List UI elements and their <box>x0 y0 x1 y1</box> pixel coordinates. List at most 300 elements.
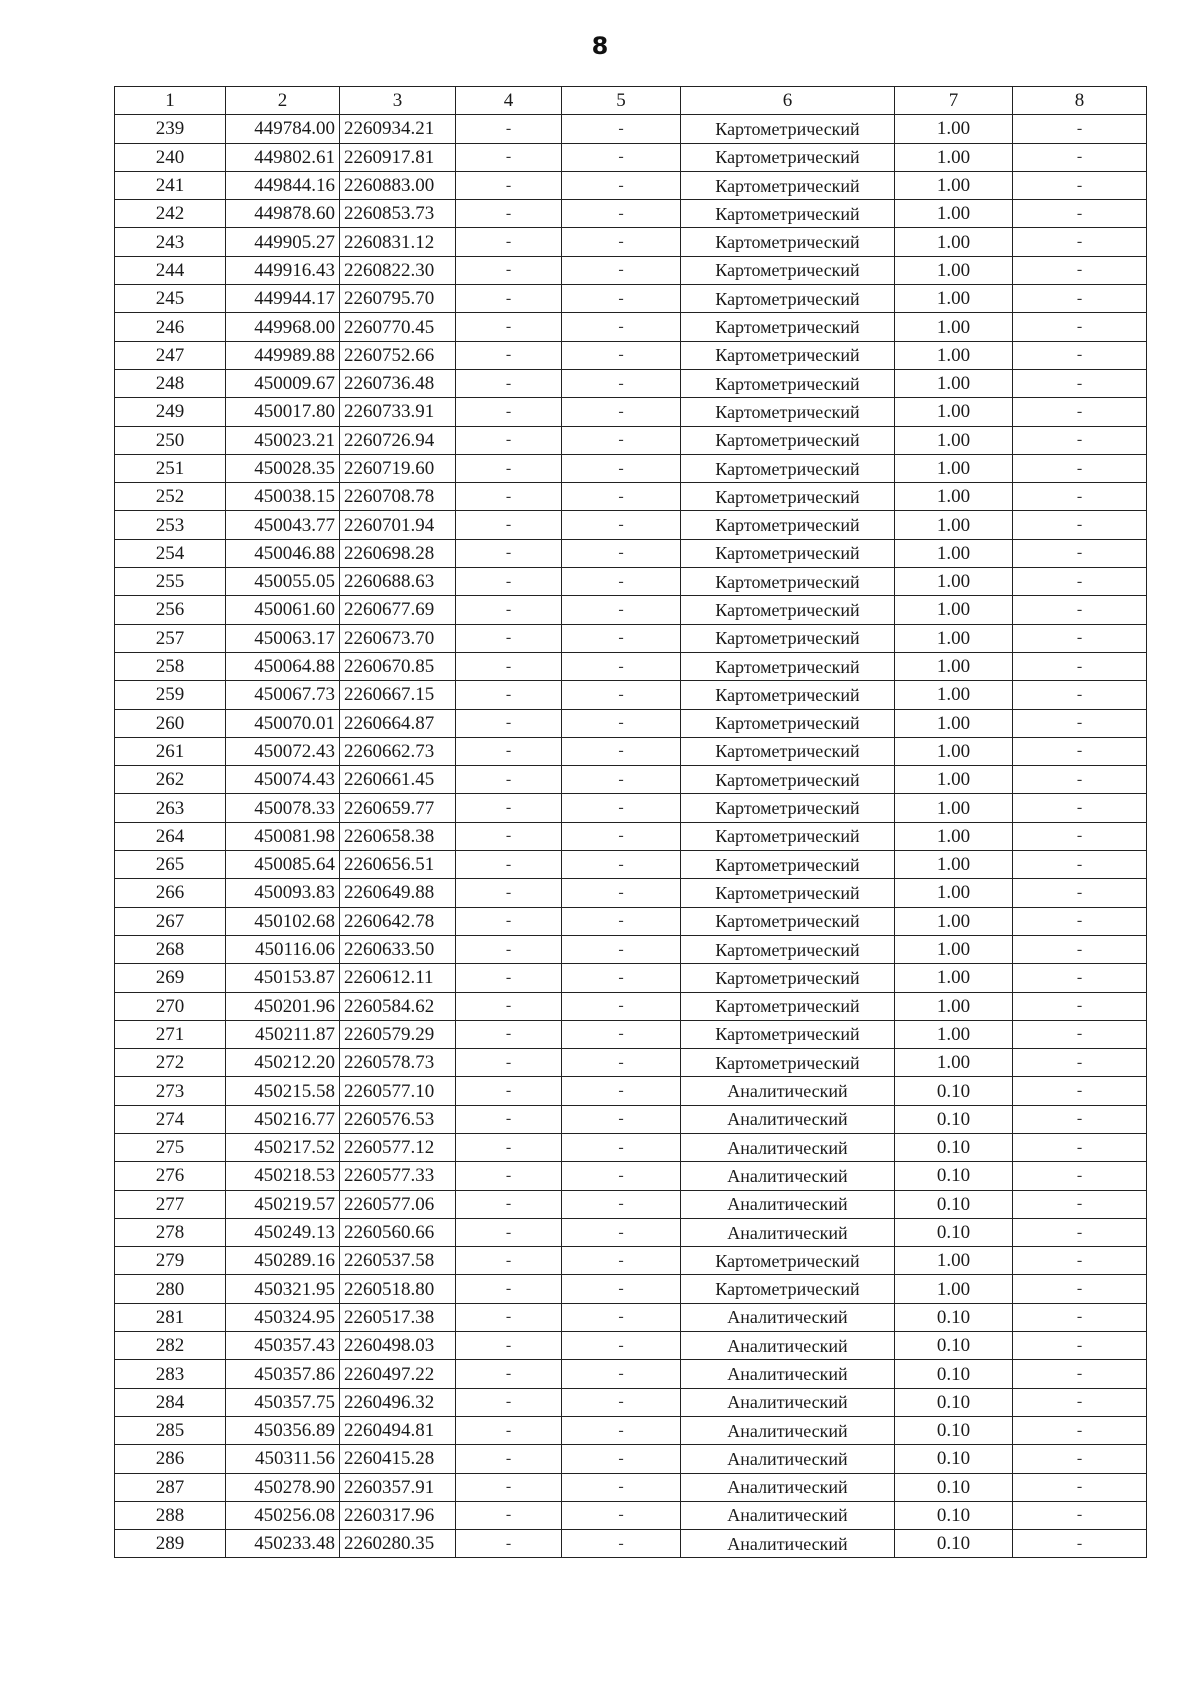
x-coordinate-cell: 450217.52 <box>226 1133 340 1161</box>
column-8-cell: - <box>1013 228 1147 256</box>
column-5-cell: - <box>562 369 681 397</box>
column-header: 2 <box>226 87 340 115</box>
x-coordinate-cell: 450028.35 <box>226 454 340 482</box>
accuracy-cell: 1.00 <box>895 568 1013 596</box>
column-4-cell: - <box>456 935 562 963</box>
column-5-cell: - <box>562 709 681 737</box>
x-coordinate-cell: 449905.27 <box>226 228 340 256</box>
column-8-cell: - <box>1013 426 1147 454</box>
accuracy-cell: 1.00 <box>895 115 1013 143</box>
table-row <box>115 1020 1147 1048</box>
column-8-cell: - <box>1013 313 1147 341</box>
table-row <box>115 596 1147 624</box>
table-row <box>115 794 1147 822</box>
point-number-cell: 252 <box>115 483 226 511</box>
point-number-cell: 262 <box>115 766 226 794</box>
column-5-cell: - <box>562 1218 681 1246</box>
column-4-cell: - <box>456 454 562 482</box>
y-coordinate-cell: 2260577.12 <box>340 1133 456 1161</box>
x-coordinate-cell: 450116.06 <box>226 935 340 963</box>
method-cell: Картометрический <box>681 1275 895 1303</box>
column-4-cell: - <box>456 652 562 680</box>
column-8-cell: - <box>1013 568 1147 596</box>
column-5-cell: - <box>562 511 681 539</box>
point-number-cell: 257 <box>115 624 226 652</box>
x-coordinate-cell: 449944.17 <box>226 285 340 313</box>
accuracy-cell: 0.10 <box>895 1416 1013 1444</box>
y-coordinate-cell: 2260726.94 <box>340 426 456 454</box>
column-8-cell: - <box>1013 1303 1147 1331</box>
column-4-cell: - <box>456 1388 562 1416</box>
column-8-cell: - <box>1013 1530 1147 1558</box>
method-cell: Картометрический <box>681 766 895 794</box>
method-cell: Картометрический <box>681 992 895 1020</box>
accuracy-cell: 1.00 <box>895 454 1013 482</box>
column-4-cell: - <box>456 1332 562 1360</box>
column-5-cell: - <box>562 1332 681 1360</box>
accuracy-cell: 0.10 <box>895 1501 1013 1529</box>
point-number-cell: 258 <box>115 652 226 680</box>
y-coordinate-cell: 2260357.91 <box>340 1473 456 1501</box>
point-number-cell: 287 <box>115 1473 226 1501</box>
column-8-cell: - <box>1013 511 1147 539</box>
table-row <box>115 1077 1147 1105</box>
column-4-cell: - <box>456 964 562 992</box>
column-5-cell: - <box>562 115 681 143</box>
accuracy-cell: 1.00 <box>895 341 1013 369</box>
column-5-cell: - <box>562 964 681 992</box>
column-5-cell: - <box>562 228 681 256</box>
column-4-cell: - <box>456 511 562 539</box>
column-4-cell: - <box>456 369 562 397</box>
point-number-cell: 279 <box>115 1247 226 1275</box>
method-cell: Картометрический <box>681 935 895 963</box>
column-8-cell: - <box>1013 1049 1147 1077</box>
column-4-cell: - <box>456 1275 562 1303</box>
column-4-cell: - <box>456 1530 562 1558</box>
method-cell: Картометрический <box>681 1247 895 1275</box>
x-coordinate-cell: 450218.53 <box>226 1162 340 1190</box>
column-8-cell: - <box>1013 398 1147 426</box>
table-row <box>115 341 1147 369</box>
table-row <box>115 737 1147 765</box>
column-4-cell: - <box>456 143 562 171</box>
column-4-cell: - <box>456 426 562 454</box>
accuracy-cell: 1.00 <box>895 766 1013 794</box>
column-5-cell: - <box>562 539 681 567</box>
x-coordinate-cell: 449784.00 <box>226 115 340 143</box>
accuracy-cell: 0.10 <box>895 1473 1013 1501</box>
method-cell: Аналитический <box>681 1133 895 1161</box>
table-row <box>115 1218 1147 1246</box>
point-number-cell: 282 <box>115 1332 226 1360</box>
point-number-cell: 277 <box>115 1190 226 1218</box>
x-coordinate-cell: 449989.88 <box>226 341 340 369</box>
column-8-cell: - <box>1013 935 1147 963</box>
column-8-cell: - <box>1013 1388 1147 1416</box>
x-coordinate-cell: 450063.17 <box>226 624 340 652</box>
x-coordinate-cell: 450074.43 <box>226 766 340 794</box>
column-5-cell: - <box>562 483 681 511</box>
x-coordinate-cell: 450233.48 <box>226 1530 340 1558</box>
point-number-cell: 253 <box>115 511 226 539</box>
column-5-cell: - <box>562 1501 681 1529</box>
column-4-cell: - <box>456 313 562 341</box>
table-row <box>115 143 1147 171</box>
column-8-cell: - <box>1013 737 1147 765</box>
y-coordinate-cell: 2260578.73 <box>340 1049 456 1077</box>
column-5-cell: - <box>562 1049 681 1077</box>
y-coordinate-cell: 2260415.28 <box>340 1445 456 1473</box>
column-8-cell: - <box>1013 256 1147 284</box>
method-cell: Аналитический <box>681 1445 895 1473</box>
table-row <box>115 1473 1147 1501</box>
column-4-cell: - <box>456 1473 562 1501</box>
column-5-cell: - <box>562 794 681 822</box>
accuracy-cell: 1.00 <box>895 313 1013 341</box>
column-5-cell: - <box>562 1162 681 1190</box>
column-8-cell: - <box>1013 766 1147 794</box>
x-coordinate-cell: 450256.08 <box>226 1501 340 1529</box>
table-row <box>115 766 1147 794</box>
column-5-cell: - <box>562 256 681 284</box>
table-row <box>115 1360 1147 1388</box>
y-coordinate-cell: 2260579.29 <box>340 1020 456 1048</box>
method-cell: Картометрический <box>681 596 895 624</box>
column-4-cell: - <box>456 992 562 1020</box>
point-number-cell: 245 <box>115 285 226 313</box>
column-4-cell: - <box>456 1416 562 1444</box>
method-cell: Аналитический <box>681 1077 895 1105</box>
table-row <box>115 228 1147 256</box>
y-coordinate-cell: 2260733.91 <box>340 398 456 426</box>
accuracy-cell: 1.00 <box>895 992 1013 1020</box>
table-row <box>115 935 1147 963</box>
column-5-cell: - <box>562 1077 681 1105</box>
method-cell: Картометрический <box>681 737 895 765</box>
x-coordinate-cell: 450067.73 <box>226 681 340 709</box>
accuracy-cell: 1.00 <box>895 256 1013 284</box>
column-5-cell: - <box>562 341 681 369</box>
table-row <box>115 1501 1147 1529</box>
table-row <box>115 171 1147 199</box>
column-5-cell: - <box>562 1530 681 1558</box>
point-number-cell: 281 <box>115 1303 226 1331</box>
column-header: 8 <box>1013 87 1147 115</box>
method-cell: Картометрический <box>681 851 895 879</box>
column-5-cell: - <box>562 681 681 709</box>
column-5-cell: - <box>562 1445 681 1473</box>
table-row <box>115 964 1147 992</box>
column-5-cell: - <box>562 596 681 624</box>
method-cell: Картометрический <box>681 1020 895 1048</box>
point-number-cell: 289 <box>115 1530 226 1558</box>
x-coordinate-cell: 450046.88 <box>226 539 340 567</box>
table-row <box>115 1445 1147 1473</box>
column-4-cell: - <box>456 1445 562 1473</box>
point-number-cell: 246 <box>115 313 226 341</box>
accuracy-cell: 0.10 <box>895 1530 1013 1558</box>
table-row <box>115 1332 1147 1360</box>
y-coordinate-cell: 2260795.70 <box>340 285 456 313</box>
method-cell: Картометрический <box>681 964 895 992</box>
column-5-cell: - <box>562 398 681 426</box>
method-cell: Картометрический <box>681 511 895 539</box>
accuracy-cell: 0.10 <box>895 1332 1013 1360</box>
column-4-cell: - <box>456 256 562 284</box>
point-number-cell: 259 <box>115 681 226 709</box>
method-cell: Картометрический <box>681 256 895 284</box>
table-row <box>115 539 1147 567</box>
column-8-cell: - <box>1013 1190 1147 1218</box>
point-number-cell: 244 <box>115 256 226 284</box>
point-number-cell: 284 <box>115 1388 226 1416</box>
method-cell: Картометрический <box>681 483 895 511</box>
page-number: 8 <box>591 32 609 60</box>
column-8-cell: - <box>1013 596 1147 624</box>
table-row <box>115 1105 1147 1133</box>
x-coordinate-cell: 450216.77 <box>226 1105 340 1133</box>
column-5-cell: - <box>562 992 681 1020</box>
y-coordinate-cell: 2260537.58 <box>340 1247 456 1275</box>
table-row <box>115 1190 1147 1218</box>
y-coordinate-cell: 2260577.06 <box>340 1190 456 1218</box>
accuracy-cell: 0.10 <box>895 1105 1013 1133</box>
x-coordinate-cell: 450219.57 <box>226 1190 340 1218</box>
table-row <box>115 652 1147 680</box>
column-header: 6 <box>681 87 895 115</box>
method-cell: Картометрический <box>681 539 895 567</box>
y-coordinate-cell: 2260934.21 <box>340 115 456 143</box>
point-number-cell: 278 <box>115 1218 226 1246</box>
column-5-cell: - <box>562 200 681 228</box>
column-8-cell: - <box>1013 794 1147 822</box>
method-cell: Картометрический <box>681 822 895 850</box>
method-cell: Аналитический <box>681 1501 895 1529</box>
table-row <box>115 681 1147 709</box>
method-cell: Картометрический <box>681 200 895 228</box>
accuracy-cell: 1.00 <box>895 539 1013 567</box>
y-coordinate-cell: 2260673.70 <box>340 624 456 652</box>
column-header: 1 <box>115 87 226 115</box>
accuracy-cell: 0.10 <box>895 1445 1013 1473</box>
method-cell: Картометрический <box>681 624 895 652</box>
table-row <box>115 1133 1147 1161</box>
column-5-cell: - <box>562 454 681 482</box>
x-coordinate-cell: 450324.95 <box>226 1303 340 1331</box>
column-4-cell: - <box>456 737 562 765</box>
column-header: 3 <box>340 87 456 115</box>
point-number-cell: 273 <box>115 1077 226 1105</box>
table-row <box>115 568 1147 596</box>
y-coordinate-cell: 2260701.94 <box>340 511 456 539</box>
column-5-cell: - <box>562 1105 681 1133</box>
y-coordinate-cell: 2260518.80 <box>340 1275 456 1303</box>
column-8-cell: - <box>1013 1218 1147 1246</box>
point-number-cell: 239 <box>115 115 226 143</box>
accuracy-cell: 1.00 <box>895 1049 1013 1077</box>
accuracy-cell: 1.00 <box>895 483 1013 511</box>
accuracy-cell: 0.10 <box>895 1360 1013 1388</box>
x-coordinate-cell: 450211.87 <box>226 1020 340 1048</box>
column-5-cell: - <box>562 1275 681 1303</box>
column-4-cell: - <box>456 285 562 313</box>
x-coordinate-cell: 450070.01 <box>226 709 340 737</box>
column-8-cell: - <box>1013 681 1147 709</box>
accuracy-cell: 1.00 <box>895 964 1013 992</box>
column-4-cell: - <box>456 794 562 822</box>
y-coordinate-cell: 2260698.28 <box>340 539 456 567</box>
column-8-cell: - <box>1013 624 1147 652</box>
point-number-cell: 249 <box>115 398 226 426</box>
column-8-cell: - <box>1013 454 1147 482</box>
method-cell: Аналитический <box>681 1416 895 1444</box>
column-5-cell: - <box>562 624 681 652</box>
y-coordinate-cell: 2260661.45 <box>340 766 456 794</box>
accuracy-cell: 1.00 <box>895 652 1013 680</box>
column-5-cell: - <box>562 907 681 935</box>
y-coordinate-cell: 2260560.66 <box>340 1218 456 1246</box>
column-8-cell: - <box>1013 1020 1147 1048</box>
y-coordinate-cell: 2260708.78 <box>340 483 456 511</box>
x-coordinate-cell: 450055.05 <box>226 568 340 596</box>
accuracy-cell: 1.00 <box>895 737 1013 765</box>
table-row <box>115 483 1147 511</box>
table-row <box>115 1530 1147 1558</box>
accuracy-cell: 0.10 <box>895 1190 1013 1218</box>
column-8-cell: - <box>1013 907 1147 935</box>
y-coordinate-cell: 2260664.87 <box>340 709 456 737</box>
method-cell: Аналитический <box>681 1473 895 1501</box>
y-coordinate-cell: 2260633.50 <box>340 935 456 963</box>
y-coordinate-cell: 2260719.60 <box>340 454 456 482</box>
column-4-cell: - <box>456 1162 562 1190</box>
column-4-cell: - <box>456 1360 562 1388</box>
method-cell: Картометрический <box>681 1049 895 1077</box>
table-row <box>115 624 1147 652</box>
method-cell: Аналитический <box>681 1530 895 1558</box>
y-coordinate-cell: 2260831.12 <box>340 228 456 256</box>
table-row <box>115 851 1147 879</box>
column-5-cell: - <box>562 143 681 171</box>
x-coordinate-cell: 450102.68 <box>226 907 340 935</box>
column-4-cell: - <box>456 1049 562 1077</box>
table-row <box>115 426 1147 454</box>
point-number-cell: 274 <box>115 1105 226 1133</box>
column-4-cell: - <box>456 171 562 199</box>
column-5-cell: - <box>562 935 681 963</box>
x-coordinate-cell: 450249.13 <box>226 1218 340 1246</box>
table-row <box>115 822 1147 850</box>
method-cell: Аналитический <box>681 1332 895 1360</box>
column-8-cell: - <box>1013 1162 1147 1190</box>
table-row <box>115 285 1147 313</box>
column-8-cell: - <box>1013 1416 1147 1444</box>
method-cell: Картометрический <box>681 115 895 143</box>
column-4-cell: - <box>456 341 562 369</box>
column-5-cell: - <box>562 426 681 454</box>
column-8-cell: - <box>1013 1133 1147 1161</box>
column-8-cell: - <box>1013 879 1147 907</box>
column-8-cell: - <box>1013 1332 1147 1360</box>
accuracy-cell: 0.10 <box>895 1303 1013 1331</box>
x-coordinate-cell: 450009.67 <box>226 369 340 397</box>
x-coordinate-cell: 450085.64 <box>226 851 340 879</box>
y-coordinate-cell: 2260612.11 <box>340 964 456 992</box>
point-number-cell: 283 <box>115 1360 226 1388</box>
column-4-cell: - <box>456 1303 562 1331</box>
point-number-cell: 286 <box>115 1445 226 1473</box>
method-cell: Картометрический <box>681 285 895 313</box>
column-8-cell: - <box>1013 1473 1147 1501</box>
point-number-cell: 247 <box>115 341 226 369</box>
column-8-cell: - <box>1013 285 1147 313</box>
column-5-cell: - <box>562 1360 681 1388</box>
column-5-cell: - <box>562 171 681 199</box>
column-5-cell: - <box>562 737 681 765</box>
accuracy-cell: 1.00 <box>895 935 1013 963</box>
accuracy-cell: 1.00 <box>895 624 1013 652</box>
x-coordinate-cell: 450017.80 <box>226 398 340 426</box>
table-row <box>115 256 1147 284</box>
column-8-cell: - <box>1013 822 1147 850</box>
column-8-cell: - <box>1013 200 1147 228</box>
column-4-cell: - <box>456 568 562 596</box>
accuracy-cell: 0.10 <box>895 1162 1013 1190</box>
column-5-cell: - <box>562 1416 681 1444</box>
accuracy-cell: 1.00 <box>895 426 1013 454</box>
accuracy-cell: 1.00 <box>895 851 1013 879</box>
method-cell: Картометрический <box>681 426 895 454</box>
point-number-cell: 241 <box>115 171 226 199</box>
accuracy-cell: 1.00 <box>895 596 1013 624</box>
table-row <box>115 200 1147 228</box>
table-body <box>115 115 1147 1558</box>
y-coordinate-cell: 2260662.73 <box>340 737 456 765</box>
point-number-cell: 271 <box>115 1020 226 1048</box>
column-4-cell: - <box>456 1020 562 1048</box>
column-8-cell: - <box>1013 115 1147 143</box>
column-8-cell: - <box>1013 992 1147 1020</box>
column-8-cell: - <box>1013 143 1147 171</box>
point-number-cell: 264 <box>115 822 226 850</box>
point-number-cell: 275 <box>115 1133 226 1161</box>
x-coordinate-cell: 450081.98 <box>226 822 340 850</box>
column-4-cell: - <box>456 1077 562 1105</box>
accuracy-cell: 1.00 <box>895 200 1013 228</box>
method-cell: Аналитический <box>681 1190 895 1218</box>
table-row <box>115 115 1147 143</box>
y-coordinate-cell: 2260642.78 <box>340 907 456 935</box>
column-5-cell: - <box>562 1303 681 1331</box>
column-5-cell: - <box>562 568 681 596</box>
column-4-cell: - <box>456 709 562 737</box>
column-8-cell: - <box>1013 1501 1147 1529</box>
point-number-cell: 254 <box>115 539 226 567</box>
accuracy-cell: 1.00 <box>895 709 1013 737</box>
table-row <box>115 1388 1147 1416</box>
y-coordinate-cell: 2260498.03 <box>340 1332 456 1360</box>
accuracy-cell: 1.00 <box>895 171 1013 199</box>
column-8-cell: - <box>1013 539 1147 567</box>
point-number-cell: 276 <box>115 1162 226 1190</box>
point-number-cell: 242 <box>115 200 226 228</box>
y-coordinate-cell: 2260584.62 <box>340 992 456 1020</box>
table-row <box>115 1162 1147 1190</box>
accuracy-cell: 1.00 <box>895 143 1013 171</box>
point-number-cell: 260 <box>115 709 226 737</box>
x-coordinate-cell: 450023.21 <box>226 426 340 454</box>
